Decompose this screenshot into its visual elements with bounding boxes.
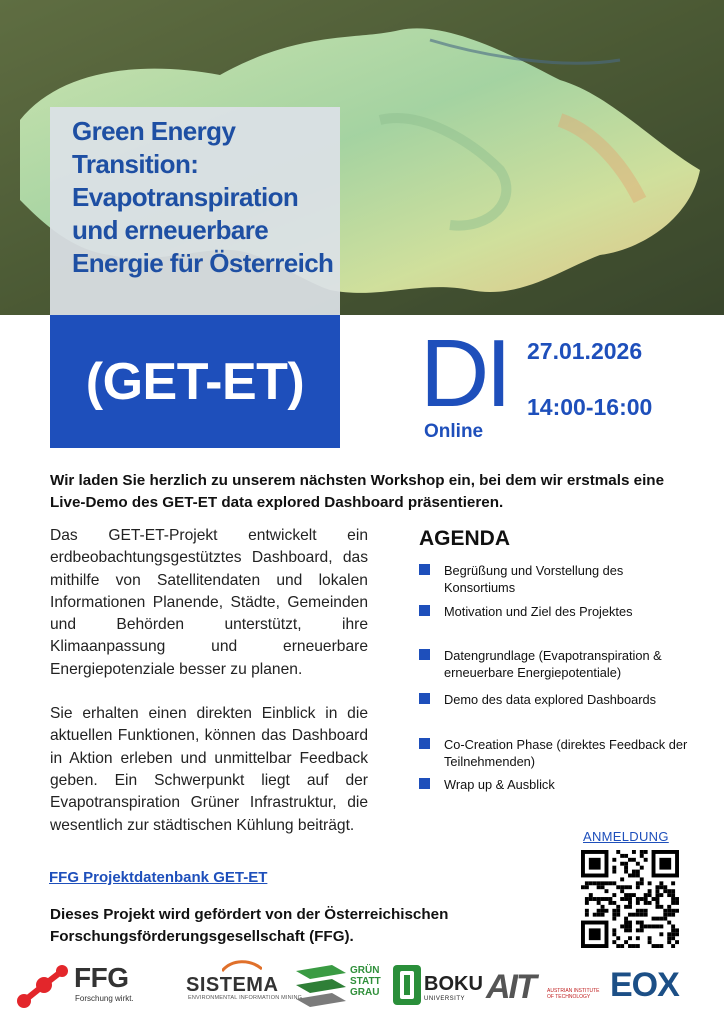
bullet-square-icon bbox=[419, 564, 430, 575]
funding-note: Dieses Projekt wird gefördert von der Österreichischen Forschungsförderungsgesellschaft (FFG). bbox=[50, 906, 449, 945]
agenda-item bbox=[419, 603, 689, 620]
body-text bbox=[50, 525, 368, 837]
registration-link[interactable]: ANMELDUNG bbox=[583, 829, 669, 844]
title-line: Green Energy bbox=[72, 116, 236, 146]
title-line: und erneuerbare bbox=[72, 215, 269, 245]
agenda-item bbox=[419, 736, 689, 770]
bullet-square-icon bbox=[419, 778, 430, 789]
ffg-logo-icon bbox=[14, 963, 72, 1013]
ait-logo-text: AIT bbox=[486, 968, 535, 1006]
agenda-item-label: Demo des data explored Dashboards bbox=[444, 692, 656, 707]
event-weekday: DI bbox=[420, 320, 508, 427]
bullet-square-icon bbox=[419, 738, 430, 749]
event-time: 14:00-16:00 bbox=[527, 394, 653, 420]
ffg-logo-text: FFG bbox=[74, 962, 129, 993]
sistema-tagline: ENVIRONMENTAL INFORMATION MINING bbox=[188, 995, 303, 1001]
agenda-item-label: Wrap up & Ausblick bbox=[444, 777, 555, 792]
eox-logo-text: EOX bbox=[610, 966, 679, 1004]
agenda-item-label: Motivation und Ziel des Projektes bbox=[444, 604, 633, 619]
bullet-square-icon bbox=[419, 693, 430, 704]
project-acronym: (GET-ET) bbox=[85, 352, 305, 411]
gruen-statt-grau-logo-text: GRÜN STATT GRAU bbox=[350, 965, 381, 998]
event-mode: Online bbox=[424, 421, 484, 442]
event-title bbox=[72, 115, 337, 280]
boku-tagline: UNIVERSITY bbox=[424, 996, 466, 1002]
ffg-tagline: Forschung wirkt. bbox=[75, 994, 134, 1003]
body-paragraph: Sie erhalten einen direkten Einblick in die aktuellen Funktionen, können das Dashboard in Aktion erleben und unmittelbar Feedback geben. Ein Schwerpunkt liegt auf der Evapotranspiration Grüner Infrastruktur, die wesentlich zur städtischen Kühlung beiträgt. bbox=[50, 705, 368, 834]
title-line: Energie für Österreich bbox=[72, 248, 334, 278]
sistema-logo-text: SISTEMA bbox=[186, 974, 279, 996]
ffg-project-database-link[interactable]: FFG Projektdatenbank GET-ET bbox=[49, 869, 268, 886]
agenda-item bbox=[419, 647, 689, 681]
intro-text: Wir laden Sie herzlich zu unserem nächsten Workshop ein, bei dem wir erstmals eine Live-Demo des GET-ET data explored Dashboard präsentieren. bbox=[50, 472, 665, 511]
boku-logo-text: BOKU bbox=[424, 973, 483, 995]
ait-tagline: AUSTRIAN INSTITUTE OF TECHNOLOGY bbox=[547, 988, 600, 1000]
bullet-square-icon bbox=[419, 649, 430, 660]
agenda-item bbox=[419, 562, 689, 596]
title-line: Evapotranspiration bbox=[72, 182, 299, 212]
agenda-item-label: Begrüßung und Vorstellung des Konsortiums bbox=[444, 563, 624, 595]
agenda-heading: AGENDA bbox=[419, 527, 511, 550]
agenda-item bbox=[419, 776, 689, 793]
acronym-panel bbox=[50, 315, 340, 448]
event-date: 27.01.2026 bbox=[527, 338, 643, 364]
body-paragraph: Das GET-ET-Projekt entwickelt ein erdbeobachtungsgestütztes Dashboard, das mithilfe von Satellitendaten und lokalen Informationen Planende, Städte, Gemeinden und Behörden unterstützt, ihre Klimaanpassung und erneuerbare Energiepotenziale besser zu planen. bbox=[50, 527, 368, 678]
sistema-wave-icon bbox=[222, 959, 262, 973]
agenda-item bbox=[419, 691, 689, 708]
title-line: Transition: bbox=[72, 149, 199, 179]
agenda-item-label: Co-Creation Phase (direktes Feedback der Teilnehmenden) bbox=[444, 737, 688, 769]
bullet-square-icon bbox=[419, 605, 430, 616]
boku-logo-icon bbox=[393, 965, 421, 1005]
agenda-item-label: Datengrundlage (Evapotranspiration & erneuerbare Energiepotentiale) bbox=[444, 648, 662, 680]
registration-qr-code[interactable] bbox=[581, 850, 679, 948]
